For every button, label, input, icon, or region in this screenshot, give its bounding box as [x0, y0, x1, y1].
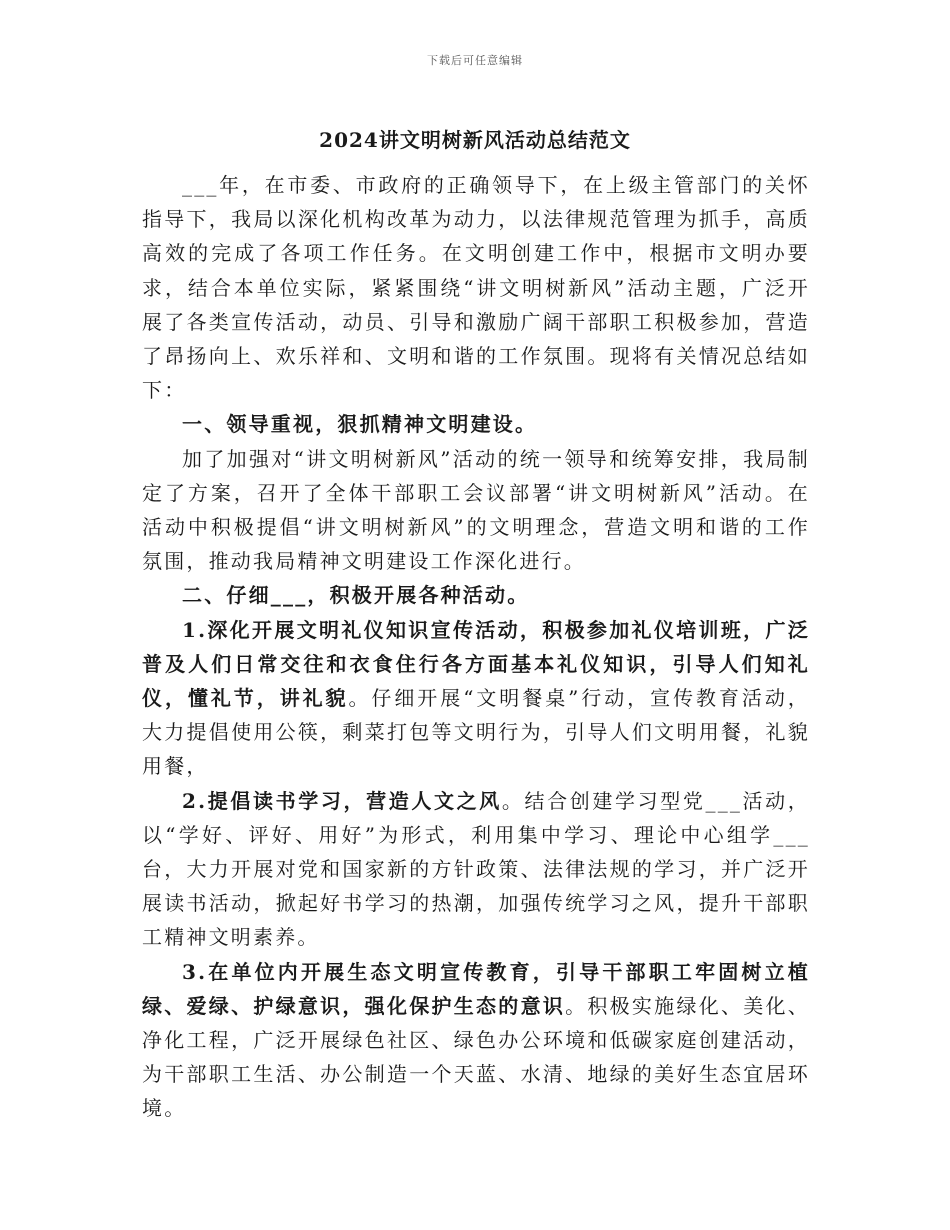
list-item-3-lead: 3.在单位内开展生态文明宣传教育，引导干部职工牢固树立植绿、爱绿、护绿意识，强化保护生态的意识 [142, 959, 810, 1018]
section-heading-1: 一、领导重视，狠抓精神文明建设。 [182, 412, 538, 437]
list-item-1-lead: 1.深化开展文明礼仪知识宣传活动，积极参加礼仪培训班，广泛普及人们日常交往和衣食住行各方面基本礼仪知识，引导人们知礼仪，懂礼节，讲礼貌 [142, 617, 810, 711]
document-body [142, 168, 810, 1126]
list-item-1 [142, 613, 810, 784]
list-item-3-body: 。积极实施绿化、美化、净化工程，广泛开展绿色社区、绿色办公环境和低碳家庭创建活动，为干部职工生活、办公制造一个天蓝、水清、地绿的美好生态宜居环境。 [142, 993, 810, 1121]
list-item-2 [142, 784, 810, 955]
section-1-paragraph: 加了加强对“讲文明树新风”活动的统一领导和统筹安排，我局制定了方案，召开了全体干部职工会议部署“讲文明树新风”活动。在活动中积极提倡“讲文明树新风”的文明理念，营造文明和谐的工作氛围，推动我局精神文明建设工作深化进行。 [142, 446, 810, 574]
document-title: 2024讲文明树新风活动总结范文 [319, 128, 631, 152]
list-item-3 [142, 955, 810, 1126]
list-item-2-lead: 2.提倡读书学习，营造人文之风 [182, 788, 502, 813]
section-heading-2: 二、仔细___，积极开展各种活动。 [182, 583, 530, 608]
header-note: 下载后可任意编辑 [427, 54, 523, 67]
intro-paragraph: ___年，在市委、市政府的正确领导下，在上级主管部门的关怀指导下，我局以深化机构改革为动力，以法律规范管理为抓手，高质高效的完成了各项工作任务。在文明创建工作中，根据市文明办要求，结合本单位实际，紧紧围绕“讲文明树新风”活动主题，广泛开展了各类宣传活动，动员、引导和激励广阔干部职工积极参加，营造了昂扬向上、欢乐祥和、文明和谐的工作氛围。现将有关情况总结如下： [142, 173, 810, 403]
list-item-2-body: 。结合创建学习型党___活动，以“学好、评好、用好”为形式，利用集中学习、理论中心组学___台，大力开展对党和国家新的方针政策、法律法规的学习，并广泛开展读书活动，掀起好书学习的热潮，加强传统学习之风，提升干部职工精神文明素养。 [142, 788, 811, 950]
list-item-1-body: 。仔细开展“文明餐桌”行动，宣传教育活动，大力提倡使用公筷，剩菜打包等文明行为，引导人们文明用餐，礼貌用餐， [142, 686, 810, 779]
